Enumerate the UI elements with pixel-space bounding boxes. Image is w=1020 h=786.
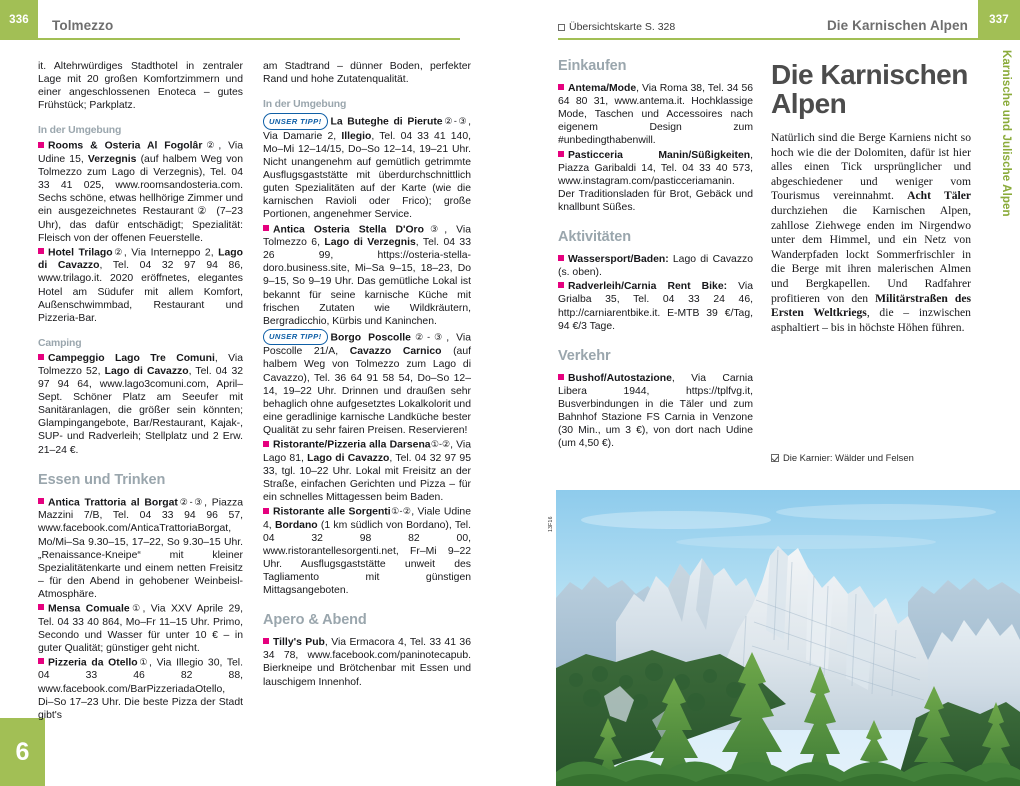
intro-emphasis-acht-taeler: Acht Täler [907, 189, 972, 203]
unser-tipp-badge: UNSER TIPP! [263, 329, 328, 346]
listing-bullet-icon [38, 604, 44, 610]
listing-detail: , Via Roma 38, Tel. 34 56 64 80 31, www.antema.it. Hochklassige Mode, Taschen und Accessoires nach eigenem Design zum #unbedingthabenwill. [558, 83, 753, 147]
listing-name: Tilly's Pub [273, 637, 325, 649]
listing-bullet-icon [263, 638, 269, 644]
listing-ristorante-pizzeria-alla-darsena [263, 438, 471, 504]
listing-location: Bordano [274, 519, 318, 531]
listing-detail-2: , Tel. 04 32 97 94 86, www.trilago.it. 2020 eröffnetes, elegantes Hotel am Südufer mit allem Komfort, Außenschwimmbad, Restaurant und Pizzeria-Bar. [38, 260, 243, 324]
listing-name: Antica Trattoria al Borgat [48, 497, 178, 509]
chapter-side-tab-label: Karnische und Julische Alpen [1000, 50, 1012, 217]
listing-name: Hotel Trilago [48, 247, 113, 259]
listing-detail-2: , Tel. 04 32 97 95 33, tgl. 10–22 Uhr. Lokal mit Freisitz an der Straße, einfachen Gerichten und Pizza – für ein schnelles Mittagessen beim Baden. [263, 452, 471, 503]
listing-bullet-icon [38, 354, 44, 360]
listing-price-class: ②-③ [410, 331, 447, 342]
photo-caption [771, 452, 914, 463]
page-title: Die Karnischen Alpen [771, 59, 968, 119]
listing-detail: , Piazza Garibaldi 14, Tel. 04 33 40 573, www.instagram.com/pasticceriamanin. Der Traditionsladen für Brot, Gebäck und knallbunt Süßes. [558, 149, 753, 213]
intro-part-e: , die – inzwischen asphaltiert – bis in höchste Höhen führen. [771, 306, 971, 334]
listing-antema-mode [558, 82, 753, 147]
photo-caption-label: Die Karnier: Wälder und Felsen [783, 452, 914, 463]
photo-karnische-alpen [556, 490, 1020, 786]
right-running-head: Die Karnischen Alpen [826, 18, 968, 33]
listing-location: Lago di Cavazzo [38, 247, 243, 272]
listing-bullet-icon [38, 142, 44, 148]
col2-section-apero-abend: Apero & Abend [263, 612, 367, 629]
listing-price-class: ① [137, 656, 150, 667]
listing-name: Campeggio Lago Tre Comuni [48, 352, 215, 364]
listing-detail: , Via Damarie 2, [263, 116, 471, 142]
col1-intro-paragraph: it. Altehrwürdiges Stadthotel in zentraler Lage mit 20 großen Komfortzimmern und einer angeschlossenen Enoteca – gutes Frühstück; Parkplatz. [38, 61, 243, 112]
listing-bullet-icon [558, 151, 564, 157]
listing-borgo-poscolle [263, 329, 471, 437]
intro-part-c: durchziehen die Karnischen Alpen, zahllose Ziehwege enden im Nirgendwo unter dem Himmel, und ein Netz von Wanderpfaden lockt Sommerfrischler in die Berge mit ihren malerischen Almen und Bergkapellen. Und Radfahrer profitieren von den [771, 203, 971, 305]
right-page-number: 337 [989, 14, 1009, 26]
right-header-rule [558, 38, 978, 40]
listing-name: Ristorante alle Sorgenti [273, 506, 391, 518]
listing-price-class: ③ [423, 223, 445, 234]
listing-name: Antica Osteria Stella D'Oro [273, 224, 424, 236]
chapter-number-badge [0, 718, 45, 786]
listing-price-class: ②-③ [177, 496, 205, 507]
map-square-icon [558, 24, 565, 31]
chapter-side-tab [992, 50, 1020, 260]
page-gutter [509, 0, 510, 786]
listing-bullet-icon [38, 658, 44, 664]
listing-campeggio-lago-tre-comuni [38, 352, 243, 457]
listing-name: Pasticceria Manin/Süßigkeiten [568, 149, 751, 161]
listing-name: Rooms & Osteria Al Fogolâr [48, 140, 203, 152]
listing-rooms-osteria-al-fogolar [38, 139, 243, 244]
chapter-number: 6 [15, 737, 30, 766]
listing-detail: Via Grialba 35, Tel. 04 33 24 46, http://carniarentbike.it. E-MTB 39 €/Tag, 94 €/3 Tage. [558, 281, 753, 332]
intro-emphasis-militaerstrassen: Militärstraßen des Ersten Weltkriegs [771, 291, 971, 320]
listing-name: Ristorante/Pizzeria alla Darsena [273, 439, 431, 451]
listing-detail: , Viale Udine 4, [263, 506, 471, 531]
col1-subheading-camping: Camping [38, 337, 82, 349]
photo-credit: 13F16 [548, 516, 554, 532]
listing-detail: Lago di Cavazzo (s. oben). [558, 254, 753, 279]
listing-detail: , Via Illegio 30, Tel. 04 33 46 82 88, www.facebook.com/BarPizzeriadaOtello, Di–So 17–23 Uhr. Die beste Pizza der Stadt gibt's [38, 657, 244, 721]
listing-name: Pizzeria da Otello [48, 657, 138, 669]
col3-section-einkaufen: Einkaufen [558, 58, 627, 74]
left-header-rule [38, 38, 460, 40]
listing-detail: , Via Ermacora 4, Tel. 33 41 36 34 78, www.facebook.com/paninotecapub. Bierkneipe und Brötchenbar mit Essen und lauschigem Innenhof. [263, 637, 471, 688]
listing-location: Lago di Verzegnis [324, 237, 416, 249]
chapter-intro-paragraph [771, 131, 971, 335]
listing-name: La Buteghe di Pierute [330, 116, 443, 128]
listing-detail-2: (auf halbem Weg von Tolmezzo zum Lago di Verzegnis), Tel. 04 33 41 025, www.roomsandosteria.com. Sechs schöne, etwas hellhörige Zimmer und ein ausgezeichnetes Restaurant② (7–23 Uhr), das dafür entschädigt; Spezialität: Fleisch von der offenen Feuerstelle. [38, 154, 243, 244]
listing-name: Bushof/Autostazione [568, 372, 672, 384]
listing-antica-osteria-stella-doro [263, 223, 471, 328]
col3-section-verkehr: Verkehr [558, 347, 611, 364]
left-running-head: Tolmezzo [52, 18, 114, 33]
listing-price-class: ②-③ [442, 116, 469, 127]
right-page-number-tab [978, 0, 1020, 40]
listing-bullet-icon [263, 441, 269, 447]
listing-bullet-icon [38, 248, 44, 254]
listing-location: Lago di Cavazzo [307, 452, 390, 464]
listing-name: Radverleih/Carnia Rent Bike: [568, 281, 728, 293]
listing-location: Lago di Cavazzo [104, 365, 189, 377]
listing-la-buteghe-di-pierute [263, 113, 471, 221]
listing-location: Verzegnis [87, 154, 137, 166]
listing-location: Illegio [341, 130, 372, 142]
listing-hotel-trilago [38, 246, 243, 325]
col3-section-aktivitaeten: Aktivitäten [558, 229, 632, 246]
text-column-3 [558, 60, 753, 450]
col1-subheading-umgebung: In der Umgebung [38, 125, 122, 137]
listing-ristorante-alle-sorgenti [263, 505, 471, 597]
checkbox-icon [771, 454, 779, 462]
intro-part-a: Natürlich sind die Berge Karniens nicht so hoch wie die der Dolomiten, dafür ist hier alles einen Tick ursprünglicher und abgeschiedener und weniger vom Tourismus vereinnahmt. [771, 131, 971, 203]
listing-detail: , Via Poscolle 21/A, [263, 332, 471, 358]
listing-bullet-icon [558, 374, 564, 380]
listing-name: Mensa Comuale [48, 603, 130, 615]
listing-price-class: ①-② [430, 439, 451, 450]
listing-detail: , Via Lago 81, [263, 439, 471, 464]
map-reference [558, 21, 675, 33]
listing-bullet-icon [38, 498, 44, 504]
listing-bullet-icon [558, 84, 564, 90]
listing-price-class: ② [202, 140, 219, 151]
listing-detail-2: (auf halbem Weg von Tolmezzo zum Lago di Cavazzo), Tel. 36 64 91 58 54, Do–So 12–14, 19–22 Uhr. Drinnen und draußen sehr behaglich ohne aufgesetztes Lokalkolorit und eine geradlinige karnische Landküche bester Qualität zu sehr fairen Preisen. Reservieren! [263, 346, 472, 436]
listing-bushof-autostazione [558, 372, 753, 451]
listing-pasticceria-manin [558, 149, 753, 214]
listing-detail: , Via Tolmezzo 52, [38, 352, 243, 377]
listing-wassersport-baden [558, 253, 753, 279]
listing-detail: , Piazza Mazzini 7/B, Tel. 04 33 94 96 57, www.facebook.com/AnticaTrattoriaBorgat, Mo/Mi–Sa 9.30–15, 17–22, So 9.30–15 Uhr. „Renaissance-Kneipe“ mit kleiner Spezialitätenkarte und einem netten Freisitz – für den Abend in gehobener Weinbeisl-Atmosphäre. [38, 497, 243, 600]
listing-tillys-pub [263, 636, 471, 688]
listing-antica-trattoria-al-borgat [38, 496, 243, 601]
listing-bullet-icon [263, 508, 269, 514]
listing-detail-2: , Tel. 04 33 26 99, https://osteria-stella-doro.business.site, Mi–Sa 9–15, 18–23, Do 9–15, So 9–19 Uhr. Das gemütliche Lokal ist bekannt für seine karnische Küche mit frischen Zutaten wie Wildkräutern, Bergradicchio, Kürbis und Kaninchen. [263, 237, 471, 327]
listing-detail-2: , Tel. 04 33 41 140, Mo–Mi 12–14/15, Do–So 12–14, 19–21 Uhr. Nicht unangenehm auf gemütlich getrimmte Ausflugsgaststätte mit überdurchschnittlich guten Spezialitäten auf der Karte (wie die karnischen Ravioli oder Frico); große Portionen, angenehmer Service. [263, 130, 472, 221]
left-page-number-tab [0, 0, 38, 40]
listing-detail-2: , Tel. 04 32 97 94 64, www.lago3comuni.com, April–Sept. Schöner Platz am Seeufer mit Sanitäranlagen, die größer sein könnten; Glampingangebote, Bar/Restaurant, Kajak-, SUP- und Radverleih; Stellplatz und 2 Erw. 21–24 €. [38, 365, 244, 456]
listing-price-class: ① [129, 602, 143, 613]
listing-detail-2: (1 km südlich von Bordano), Tel. 04 32 98 82 00, www.ristorantellesorgenti.net, Fr–Mi 9–22 Uhr. Ausflugsgaststätte unweit des Tagliamento mit günstigen Mittagsangeboten. [263, 519, 471, 597]
listing-detail: , Via XXV Aprile 29, Tel. 04 33 40 864, Mo–Fr 11–15 Uhr. Primo, Secondo und Wasser für unter 10 € – in guter Qualität; günstiger geht nicht. [38, 603, 243, 654]
listing-bullet-icon [263, 225, 269, 231]
listing-carnia-rent-bike [558, 280, 753, 332]
text-column-2 [263, 60, 471, 689]
listing-name: Antema/Mode [568, 83, 637, 95]
listing-name: Borgo Poscolle [330, 332, 411, 344]
col2-intro-paragraph: am Stadtrand – dünner Boden, perfekter Rand und hohe Zutatenqualität. [263, 61, 471, 86]
listing-bullet-icon [558, 255, 564, 261]
listing-detail: , Via Udine 15, [38, 140, 243, 166]
listing-detail: , Via Interneppo 2, [123, 247, 219, 259]
listing-price-class: ①-② [390, 506, 412, 516]
photo-illustration [556, 490, 1020, 786]
listing-detail: , Via Carnia Libera 1944, https://tplfvg.it, Busverbindungen in die Täler und zum Bahnhof Stazione FS Carnia in Venzone (30 Min., um 3 €), von dort nach Udine (um 4,50 €). [558, 372, 753, 450]
listing-mensa-comuale [38, 602, 243, 655]
listing-pizzeria-da-otello [38, 656, 243, 722]
listing-price-class: ② [112, 246, 124, 257]
text-column-4 [771, 60, 971, 335]
unser-tipp-badge: UNSER TIPP! [263, 113, 328, 130]
col1-section-essen-und-trinken: Essen und Trinken [38, 471, 166, 488]
listing-name: Wassersport/Baden: [568, 254, 669, 266]
listing-location: Cavazzo Carnico [349, 346, 442, 358]
left-page-number: 336 [9, 14, 29, 26]
listing-bullet-icon [558, 282, 564, 288]
col2-subheading-umgebung: In der Umgebung [263, 99, 347, 111]
text-column-1 [38, 60, 243, 722]
listing-detail: , Via Tolmezzo 6, [263, 224, 471, 249]
map-reference-label: Übersichtskarte S. 328 [569, 21, 676, 33]
